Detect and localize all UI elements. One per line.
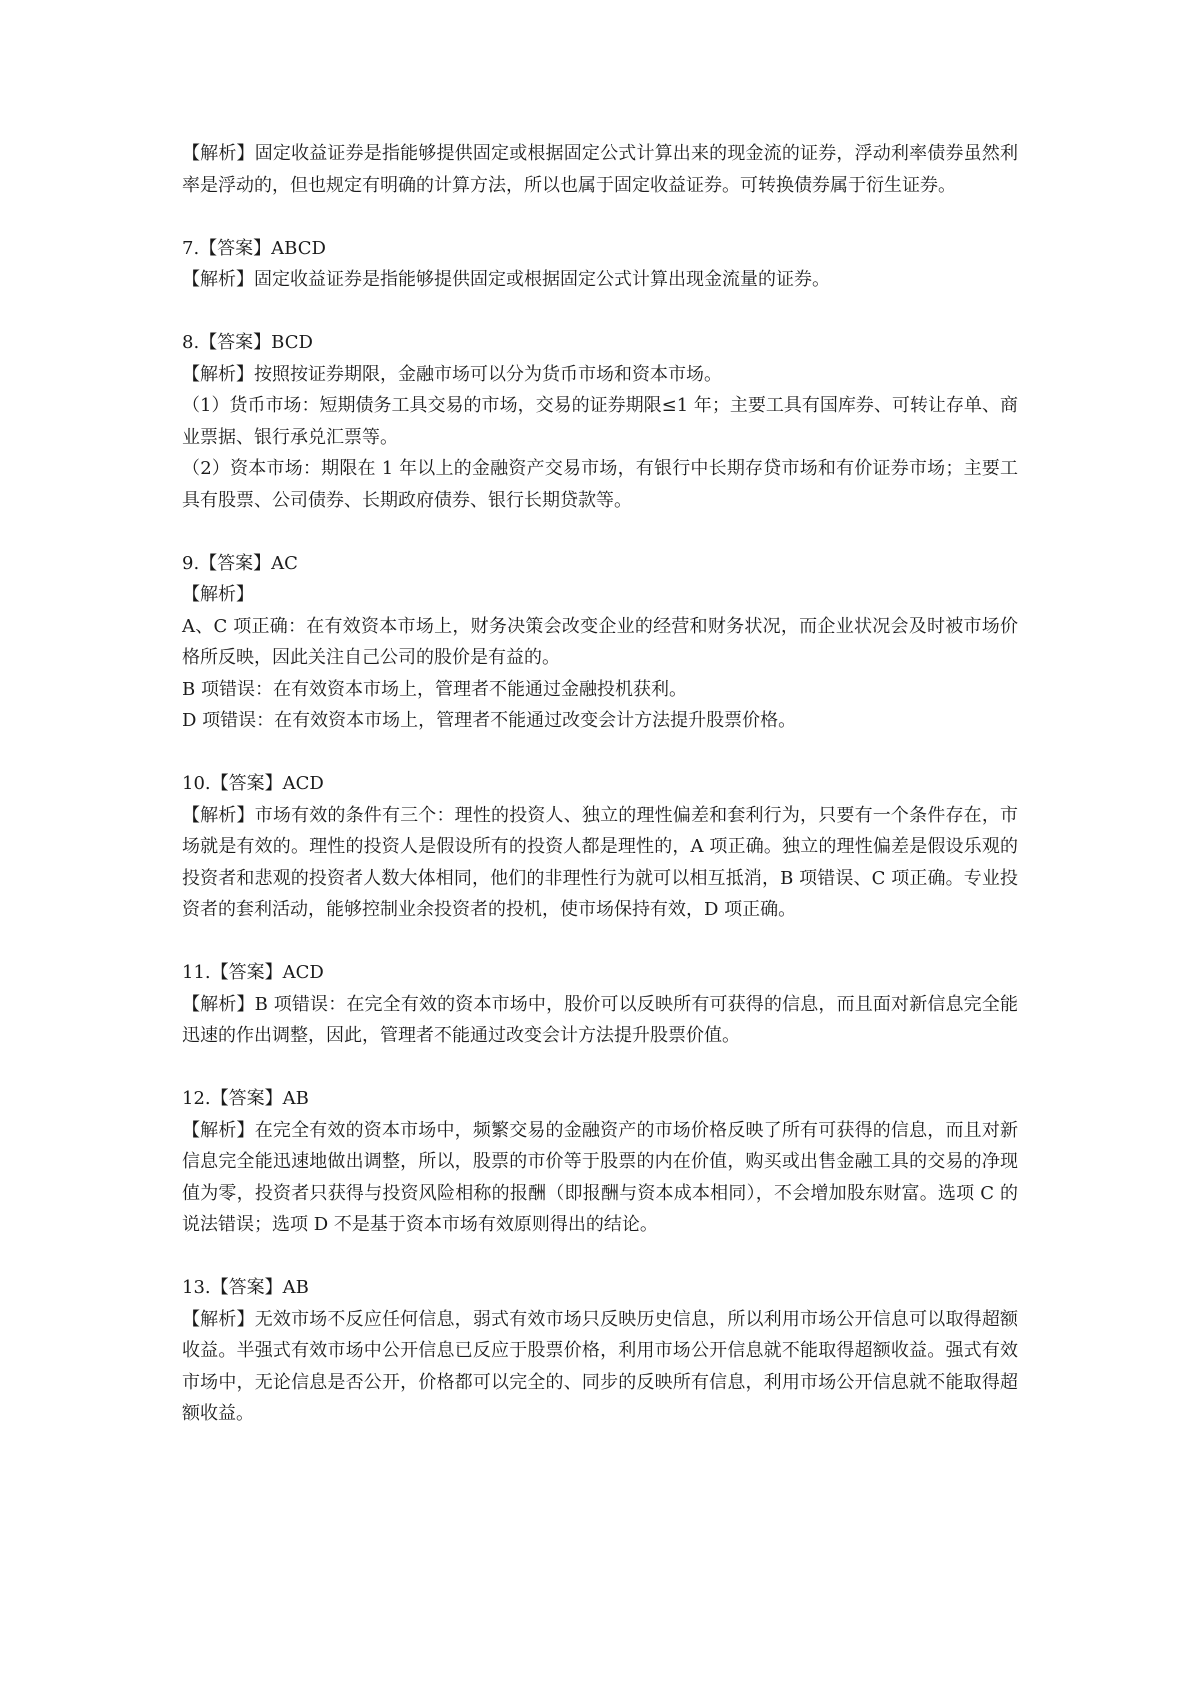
- answer-heading: 10.【答案】ACD: [182, 773, 324, 794]
- answer-heading: 9.【答案】AC: [182, 552, 298, 574]
- analysis-text: 【解析】无效市场不反应任何信息，弱式有效市场只反映历史信息，所以利用市场公开信息可以取得超额收益。半强式有效市场中公开信息已反应于股票价格，利用市场公开信息就不能取得超额收益。强式有效市场中，无论信息是否公开，价格都可以完全的、同步的反映所有信息，利用市场公开信息就不能取得超额收益。: [182, 1308, 1018, 1424]
- analysis-text: 【解析】按照按证券期限，金融市场可以分为货币市场和资本市场。: [182, 363, 722, 385]
- answer-block-13: [182, 1272, 1018, 1430]
- answer-heading: 13.【答案】AB: [182, 1277, 309, 1298]
- answer-block-10: [182, 768, 1018, 926]
- analysis-text: 【解析】市场有效的条件有三个：理性的投资人、独立的理性偏差和套利行为，只要有一个条件存在，市场就是有效的。理性的投资人是假设所有的投资人都是理性的，A 项正确。独立的理性偏差是假设乐观的投资者和悲观的投资者人数大体相同，他们的非理性行为就可以相互抵消，B 项错误、C 项正确。专业投资者的套利活动，能够控制业余投资者的投机，使市场保持有效，D 项正确。: [182, 804, 1018, 920]
- answer-heading: 7.【答案】ABCD: [182, 237, 326, 259]
- answer-block-12: [182, 1083, 1018, 1241]
- analysis-text: 【解析】在完全有效的资本市场中，频繁交易的金融资产的市场价格反映了所有可获得的信息，而且对新信息完全能迅速地做出调整，所以，股票的市价等于股票的内在价值，购买或出售金融工具的交易的净现值为零，投资者只获得与投资风险相称的报酬（即报酬与资本成本相同），不会增加股东财富。选项 C 的说法错误；选项 D 不是基于资本市场有效原则得出的结论。: [182, 1119, 1018, 1235]
- answer-heading: 8.【答案】BCD: [182, 332, 313, 353]
- answer-block-8: [182, 327, 1018, 516]
- analysis-text: 【解析】固定收益证券是指能够提供固定或根据固定公式计算出现金流量的证券。: [182, 269, 830, 290]
- analysis-item: （2）资本市场：期限在 1 年以上的金融资产交易市场，有银行中长期存贷市场和有价证券市场；主要工具有股票、公司债券、长期政府债券、银行长期贷款等。: [182, 458, 1018, 511]
- analysis-item: A、C 项正确：在有效资本市场上，财务决策会改变企业的经营和财务状况，而企业状况会及时被市场价格所反映，因此关注自己公司的股价是有益的。: [182, 615, 1018, 668]
- answer-block-11: [182, 957, 1018, 1052]
- analysis-label: 【解析】: [182, 584, 254, 605]
- analysis-item: （1）货币市场：短期债务工具交易的市场，交易的证券期限≤1 年；主要工具有国库券、可转让存单、商业票据、银行承兑汇票等。: [182, 395, 1018, 448]
- answer-block-9: [182, 548, 1018, 737]
- analysis-text: 【解析】B 项错误：在完全有效的资本市场中，股价可以反映所有可获得的信息，而且面对新信息完全能迅速的作出调整，因此，管理者不能通过改变会计方法提升股票价值。: [182, 993, 1018, 1046]
- analysis-item: B 项错误：在有效资本市场上，管理者不能通过金融投机获利。: [182, 678, 687, 700]
- answer-block-6-analysis: [182, 138, 1018, 201]
- answer-heading: 12.【答案】AB: [182, 1088, 309, 1109]
- analysis-item: D 项错误：在有效资本市场上，管理者不能通过改变会计方法提升股票价格。: [182, 710, 797, 731]
- answer-heading: 11.【答案】ACD: [182, 962, 324, 983]
- answer-block-7: [182, 233, 1018, 296]
- analysis-text: 【解析】固定收益证券是指能够提供固定或根据固定公式计算出来的现金流的证券，浮动利率债券虽然利率是浮动的，但也规定有明确的计算方法，所以也属于固定收益证券。可转换债券属于衍生证券。: [182, 143, 1018, 196]
- document-page: [182, 138, 1018, 1461]
